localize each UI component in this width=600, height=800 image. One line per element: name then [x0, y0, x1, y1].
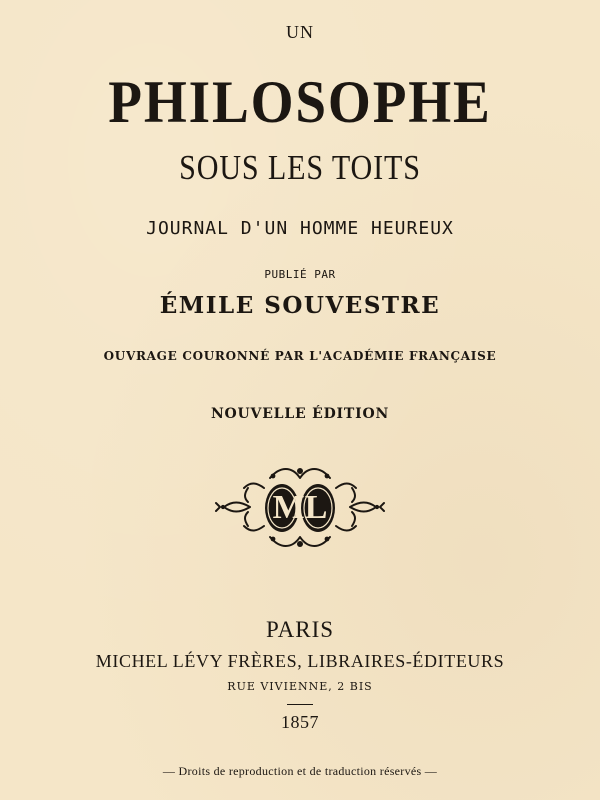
book-title: PHILOSOPHE [108, 69, 492, 135]
publisher-monogram [210, 460, 390, 555]
book-tagline: JOURNAL D'UN HOMME HEUREUX [146, 218, 454, 239]
author-name: ÉMILE SOUVESTRE [159, 292, 441, 319]
title-prefix: UN [286, 22, 314, 42]
rights-notice: — Droits de reproduction et de traduction réservés — [162, 764, 438, 778]
published-by-label: PUBLIÉ PAR [264, 268, 336, 281]
book-subtitle: SOUS LES TOITS [179, 148, 421, 187]
imprint-year: 1857 [281, 712, 319, 732]
imprint-publisher: MICHEL LÉVY FRÈRES, LIBRAIRES-ÉDITEURS [95, 651, 505, 671]
monogram-initials: ML [272, 489, 328, 526]
edition-label: NOUVELLE ÉDITION [210, 406, 390, 422]
imprint-address: RUE VIVIENNE, 2 BIS [227, 680, 373, 693]
award-note: OUVRAGE COURONNÉ PAR L'ACADÉMIE FRANÇAISE [103, 349, 497, 363]
imprint-rule [287, 704, 313, 705]
monogram-ornament-icon [210, 460, 390, 555]
imprint-city: PARIS [265, 617, 335, 642]
